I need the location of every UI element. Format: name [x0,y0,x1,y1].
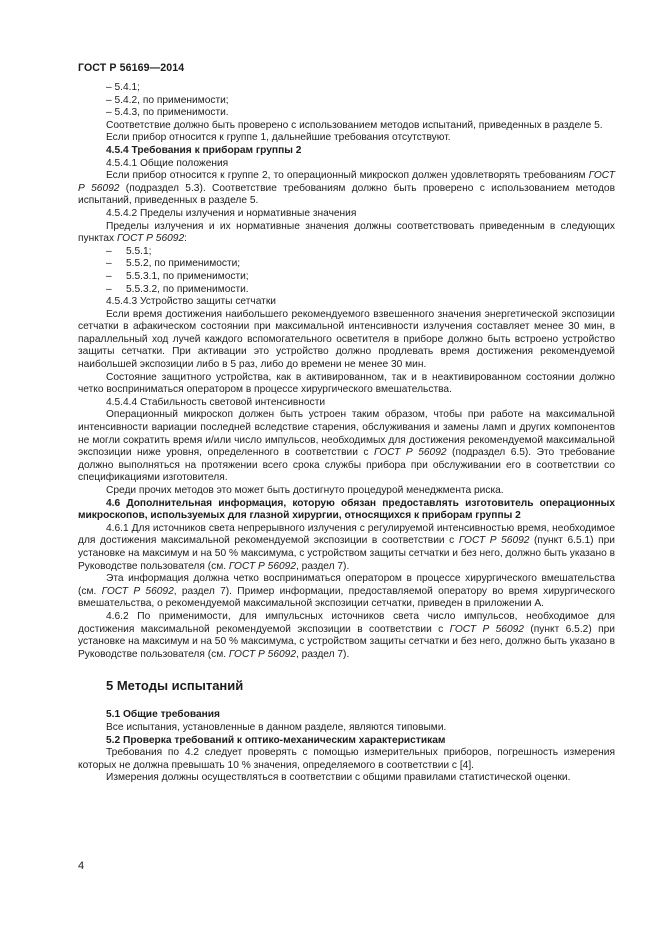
list-item: – 5.4.3, по применимости. [106,107,229,119]
subsection-heading-5-1: 5.1 Общие требования [106,709,220,721]
list-item: – 5.5.3.2, по применимости. [106,283,249,295]
paragraph: Если прибор относится к группе 2, то операционный микроскоп должен удовлетворять требованиям ГОСТ Р 56092 (подраздел 5.3). Соответствие требованиям должно быть проверено с использованием методов испытаний, приведенных в разделе 5. [78,170,615,207]
subsection-heading-4-5-4: 4.5.4 Требования к приборам группы 2 [106,144,302,156]
paragraph: Соответствие должно быть проверено с использованием методов испытаний, приведенных в разделе 5. [106,119,603,131]
document-body [78,82,615,785]
standard-reference: ГОСТ Р 56092 [458,535,530,547]
paragraph: Измерения должны осуществляться в соответствии с общими правилами статистической оценки. [106,772,571,784]
clause-heading-4-5-4-3: 4.5.4.3 Устройство защиты сетчатки [106,296,276,308]
standard-reference: ГОСТ Р 56092 [228,648,297,660]
standard-reference: ГОСТ Р 56092 [228,560,297,572]
standard-reference: ГОСТ Р 56092 [101,585,174,597]
paragraph: Пределы излучения и их нормативные значения должны соответствовать приведенным в следующих пунктах ГОСТ Р 56092: [78,220,615,245]
subsection-heading-5-2: 5.2 Проверка требований к оптико-механическим характеристикам [106,734,446,746]
clause-heading-4-5-4-2: 4.5.4.2 Пределы излучения и нормативные значения [106,207,357,219]
list-item: – 5.4.1; [106,82,140,93]
standard-reference: ГОСТ Р 56092 [78,170,615,194]
standard-reference: ГОСТ Р 56092 [449,623,524,635]
list-item: – 5.5.2, по применимости; [106,258,241,270]
document-code-header: ГОСТ Р 56169—2014 [78,62,185,74]
paragraph: Все испытания, установленные в данном разделе, являются типовыми. [106,721,447,733]
paragraph: Эта информация должна четко восприниматься оператором в процессе хирургического вмешательства (см. ГОСТ Р 56092, раздел 7). Пример информации, предоставляемой оператору во время хирургического вмешательства, о рекомендуемой максимальной экспозиции сетчатки, приведен в приложении А. [78,573,615,610]
paragraph: 4.6.1 Для источников света непрерывного излучения с регулируемой интенсивностью время, необходимое для достижения максимальной рекомендуемой экспозиции в соответствии с ГОСТ Р 56092 (пункт 6.5.1) при установке на максимум и на 50 % максимума, с устройством защиты сетчатки и без него, должно быть указано в Руководстве пользователя (см. ГОСТ Р 56092, раздел 7). [78,522,615,572]
paragraph: Если время достижения наибольшего рекомендуемого взвешенного значения энергетической экспозиции сетчатки в афакическом состоянии при максимальной интенсивности излучения составляет менее 30 мин, в параллельный ход лучей каждого вспомогательного осветителя в приборе должно быть встроено устройство защиты сетчатки. При активации это устройство должно продлевать время достижения рекомендуемой наибольшей экспозиции либо в 5 раз, либо до времени не менее 30 мин. [78,308,615,371]
section-heading-5: 5 Методы испытаний [106,678,244,694]
list-item: – 5.5.3.1, по применимости; [106,270,249,282]
subsection-heading-4-6: 4.6 Дополнительная информация, которую обязан предоставлять изготовитель операционных микроскопов, используемых для глазной хирургии, относящихся к приборам группы 2 [78,497,615,522]
standard-reference: ГОСТ Р 56092 [116,233,185,245]
paragraph: Если прибор относится к группе 1, дальнейшие требования отсутствуют. [106,132,451,144]
standard-reference: ГОСТ Р 56092 [374,447,447,459]
paragraph: Среди прочих методов это может быть достигнуто процедурой менеджмента риска. [106,485,504,496]
list-item: – 5.5.1; [106,245,152,257]
paragraph: Состояние защитного устройства, как в активированном, так и в неактивированном состоянии должно четко восприниматься оператором в процессе хирургического вмешательства. [78,371,615,396]
paragraph: 4.6.2 По применимости, для импульсных источников света число импульсов, необходимое для достижения максимальной рекомендуемой экспозиции в соответствии с ГОСТ Р 56092 (пункт 6.5.2) при установке на максимум и на 50 % максимума, с устройством защиты сетчатки и без него, должно быть указано в Руководстве пользователя (см. ГОСТ Р 56092, раздел 7). [78,610,615,660]
list-item: – 5.4.2, по применимости; [106,94,229,106]
clause-heading-4-5-4-4: 4.5.4.4 Стабильность световой интенсивности [106,396,326,408]
paragraph: Требования по 4.2 следует проверять с помощью измерительных приборов, погрешность измерения которых не должна превышать 10 % значения, определяемого в соответствии с [4]. [78,747,615,771]
page-number: 4 [78,860,85,872]
clause-heading-4-5-4-1: 4.5.4.1 Общие положения [106,157,229,169]
paragraph: Операционный микроскоп должен быть устроен таким образом, чтобы при работе на максимальной интенсивности вариации последней вследствие старения, обслуживания и замены ламп и других компонентов не могли сократить время и/или число импульсов, необходимых для достижения рекомендуемой максимальной экспозиции ниже уровня, определенного в соответствии с ГОСТ Р 56092 (подраздел 6.5). Это требование должно выполняться на протяжении всего срока службы прибора при обслуживании его в соответствии со спецификациями изготовителя. [78,409,616,484]
